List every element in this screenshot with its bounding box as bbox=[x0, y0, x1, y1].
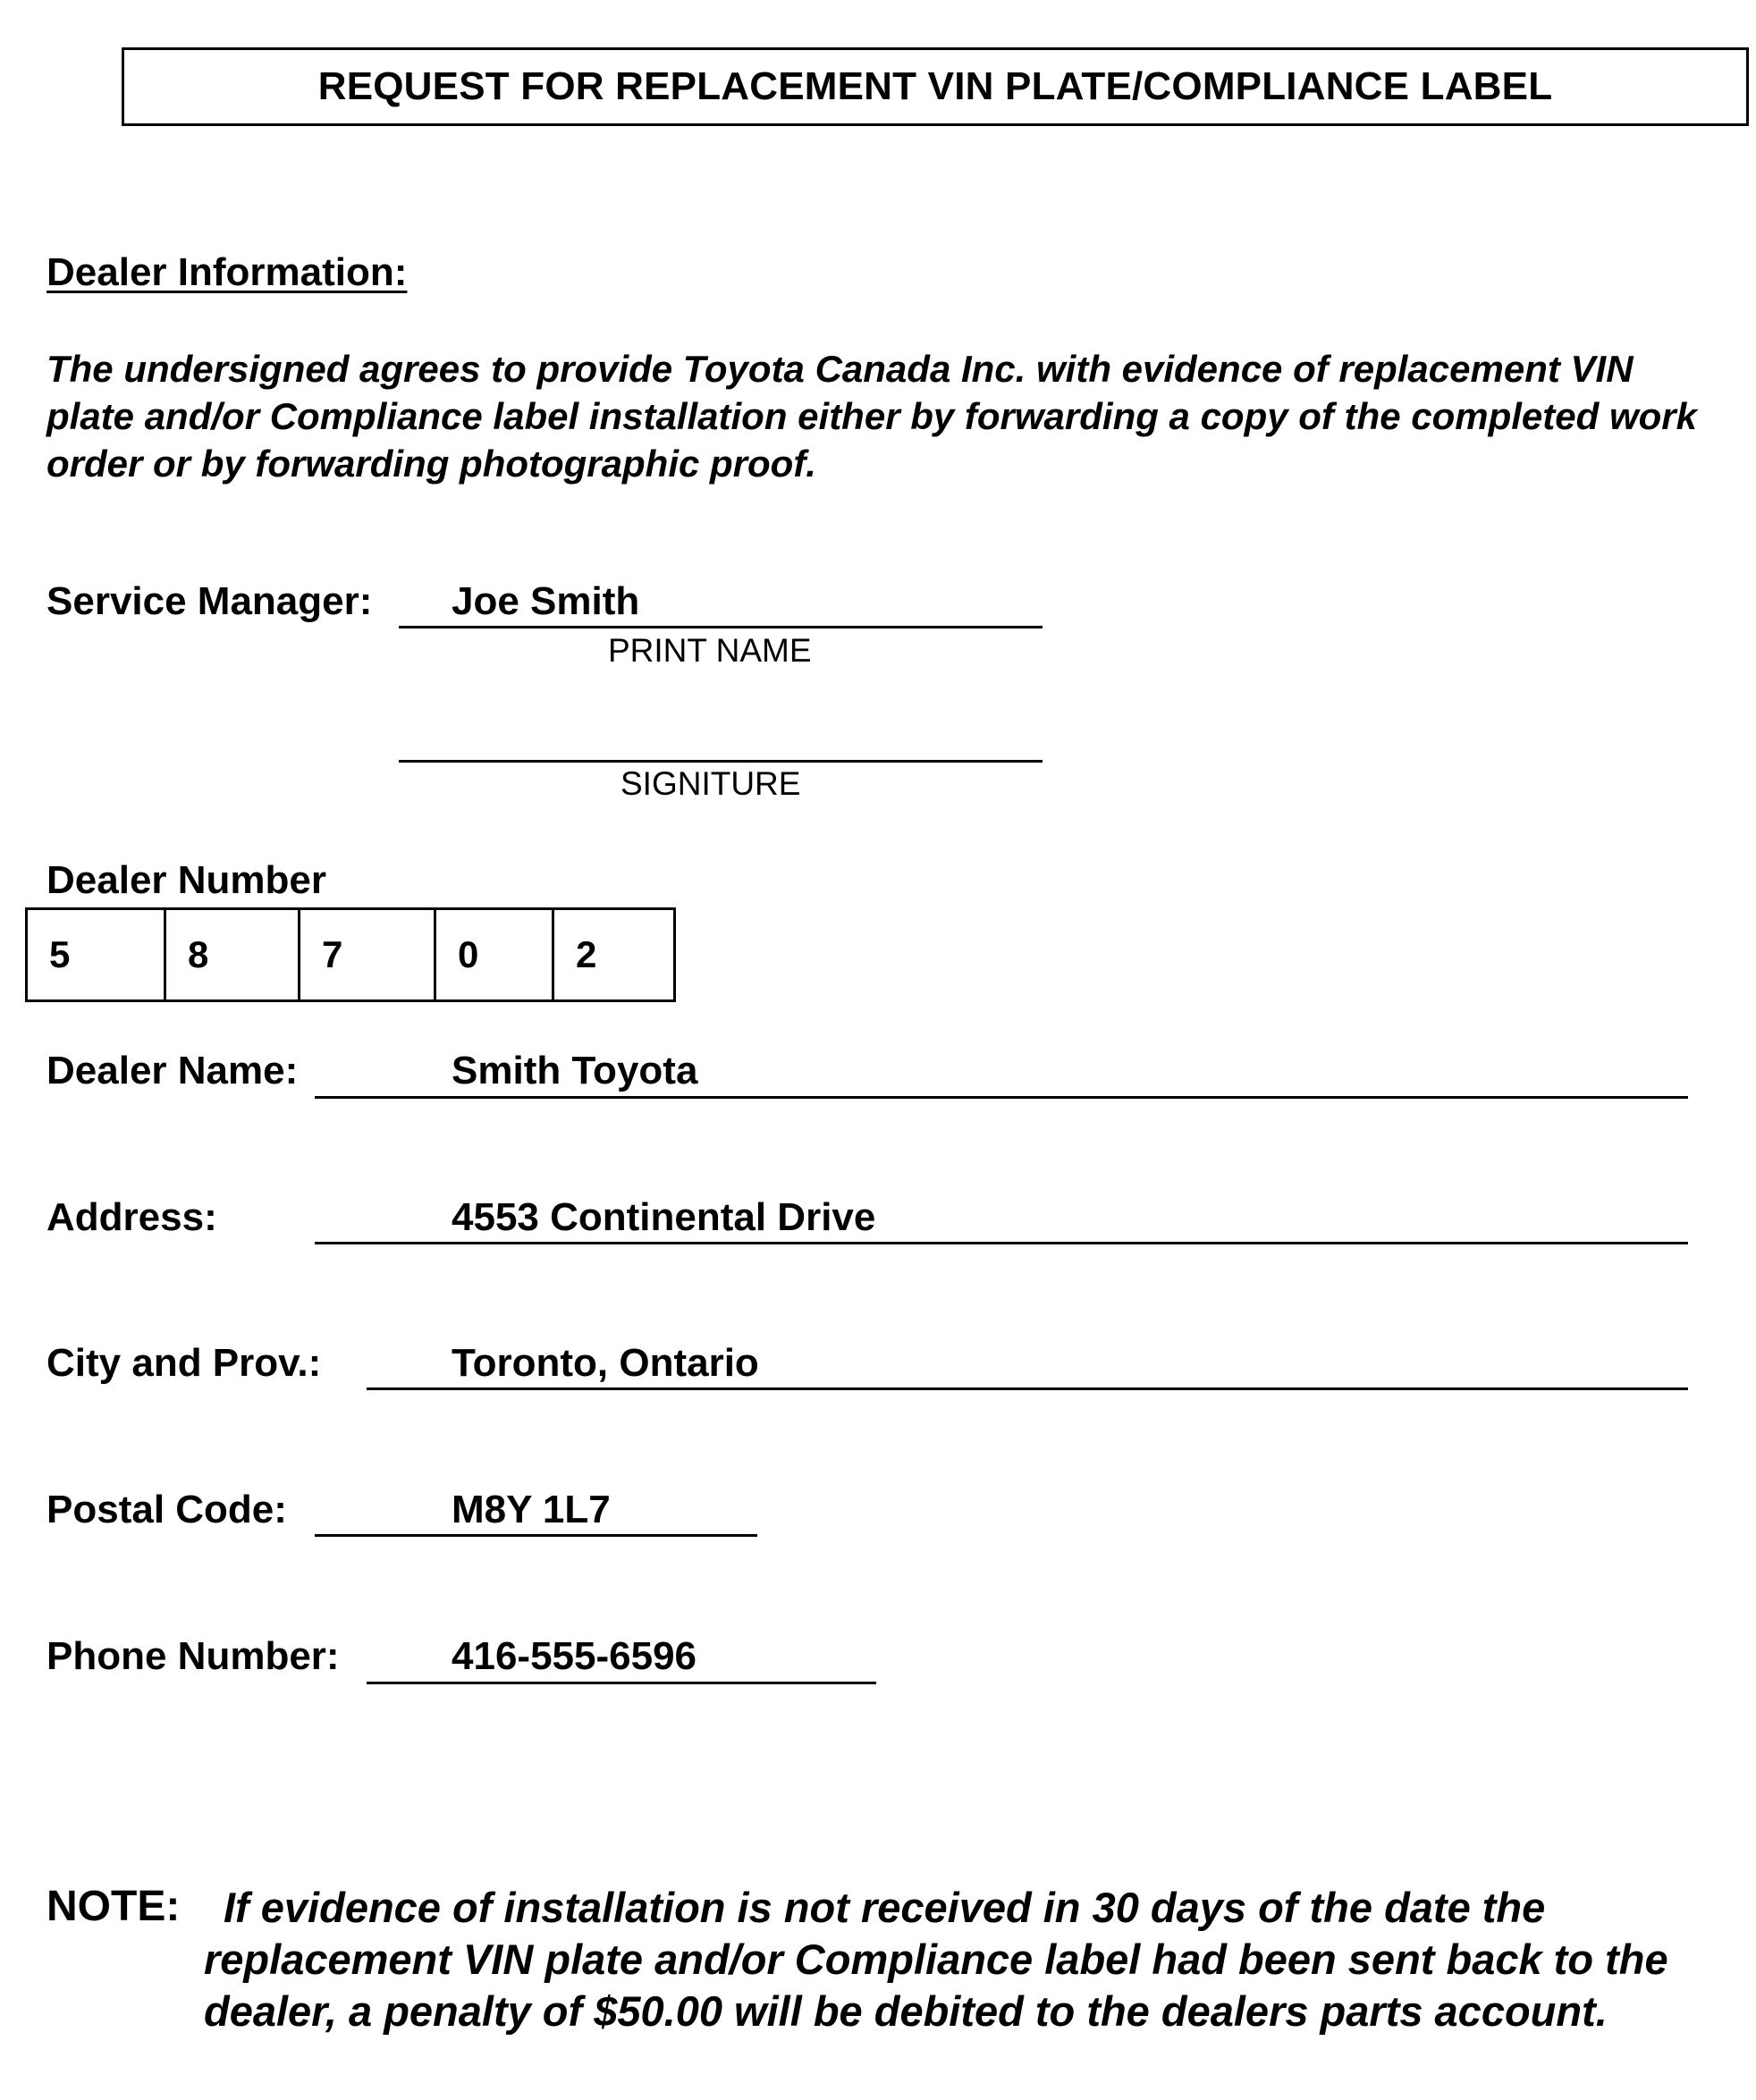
dealer-number-digit-2[interactable]: 8 bbox=[166, 910, 300, 999]
postal-code-field[interactable]: M8Y 1L7 bbox=[452, 1488, 611, 1531]
note-label: NOTE: bbox=[46, 1883, 181, 1930]
service-manager-label: Service Manager: bbox=[46, 579, 373, 623]
dealer-information-heading: Dealer Information: bbox=[46, 250, 408, 294]
dealer-number-digit-4[interactable]: 0 bbox=[436, 910, 554, 999]
dealer-number-digit-5[interactable]: 2 bbox=[576, 933, 597, 975]
signature-caption: SIGNITURE bbox=[621, 765, 801, 802]
note-text: If evidence of installation is not received in 30 days of the date the replacement VIN plate and/or Compliance label had been sent back to the dealer, a penalty of $50.00 will be debited to the dealers parts account. bbox=[204, 1884, 1668, 2035]
dealer-name-label: Dealer Name: bbox=[46, 1049, 299, 1092]
address-field[interactable]: 4553 Continental Drive bbox=[452, 1195, 876, 1239]
service-manager-name-field[interactable]: Joe Smith bbox=[452, 579, 640, 623]
dealer-number-label: Dealer Number bbox=[46, 858, 327, 902]
phone-number-label: Phone Number: bbox=[46, 1634, 340, 1678]
city-prov-label: City and Prov.: bbox=[46, 1341, 322, 1385]
postal-code-label: Postal Code: bbox=[46, 1488, 287, 1531]
agreement-text: The undersigned agrees to provide Toyota Canada Inc. with evidence of replacement VIN plate and/or Compliance label installation either by forwarding a copy of the completed work order or by forwarding photographic proof. bbox=[46, 348, 1697, 485]
service-manager-name-line bbox=[399, 626, 1043, 628]
dealer-name-line bbox=[315, 1096, 1688, 1099]
signature-line bbox=[399, 760, 1043, 763]
dealer-number-digit-3[interactable]: 7 bbox=[300, 910, 436, 999]
phone-number-field[interactable]: 416-555-6596 bbox=[452, 1634, 697, 1678]
dealer-number-digit-1[interactable]: 5 bbox=[28, 910, 166, 999]
print-name-caption: PRINT NAME bbox=[608, 632, 812, 669]
form-title: REQUEST FOR REPLACEMENT VIN PLATE/COMPLIANCE LABEL bbox=[122, 47, 1749, 126]
postal-code-line bbox=[315, 1534, 757, 1537]
address-line bbox=[315, 1242, 1688, 1244]
dealer-name-field[interactable]: Smith Toyota bbox=[452, 1049, 698, 1092]
address-label: Address: bbox=[46, 1195, 217, 1239]
city-prov-field[interactable]: Toronto, Ontario bbox=[452, 1341, 759, 1385]
dealer-number-boxes bbox=[25, 907, 676, 1002]
city-prov-line bbox=[367, 1387, 1688, 1390]
phone-number-line bbox=[367, 1682, 876, 1684]
